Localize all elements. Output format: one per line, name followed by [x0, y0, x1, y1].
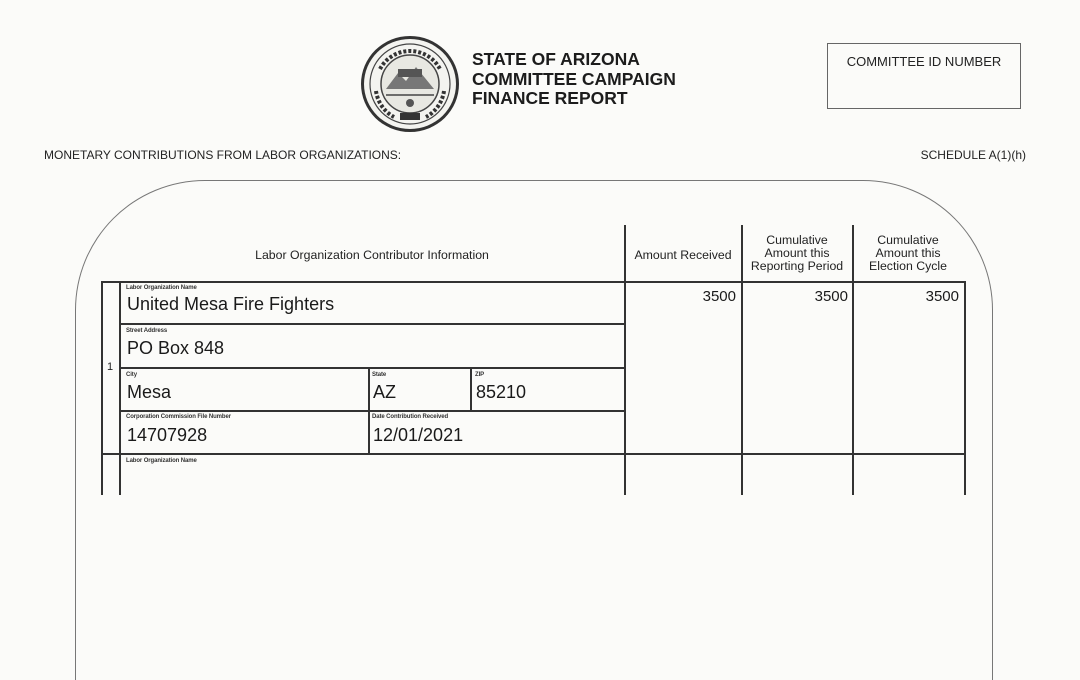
header-amount-received: Amount Received — [634, 248, 732, 262]
schedule-label: SCHEDULE A(1)(h) — [920, 148, 1026, 162]
title-line-1: STATE OF ARIZONA — [472, 49, 640, 69]
header-cumulative-period-line2: Amount this — [764, 246, 830, 260]
zip-value[interactable]: 85210 — [476, 382, 527, 402]
header-cumulative-period — [743, 234, 851, 273]
next-org-name-label: Labor Organization Name — [126, 458, 197, 464]
state-label: State — [372, 372, 387, 378]
report-title — [472, 50, 676, 109]
grid-line — [101, 281, 103, 495]
grid-line — [119, 281, 121, 495]
date-received-value[interactable]: 12/01/2021 — [373, 425, 464, 445]
state-value[interactable]: AZ — [373, 382, 397, 402]
header-cumulative-cycle — [854, 234, 962, 273]
zip-label: ZIP — [475, 372, 485, 378]
header-cumulative-period-line3: Reporting Period — [750, 259, 844, 273]
state-seal-logo — [361, 36, 459, 132]
title-line-2: COMMITTEE CAMPAIGN — [472, 68, 676, 89]
header-cumulative-cycle-line2: Amount this — [875, 246, 941, 260]
org-name-value[interactable]: United Mesa Fire Fighters — [127, 294, 335, 314]
grid-line — [119, 410, 625, 412]
entry-row-number: 1 — [107, 361, 114, 373]
cumulative-period-value[interactable]: 3500 — [814, 288, 848, 305]
grid-line — [101, 453, 966, 455]
committee-id-box[interactable] — [827, 43, 1021, 109]
corp-file-label: Corporation Commission File Number — [126, 414, 231, 420]
grid-line — [101, 281, 966, 283]
corp-file-value[interactable]: 14707928 — [127, 425, 208, 445]
grid-line — [119, 323, 625, 325]
header-cumulative-cycle-line3: Election Cycle — [869, 259, 947, 273]
grid-line — [964, 281, 966, 495]
street-label: Street Address — [126, 328, 168, 334]
city-value[interactable]: Mesa — [127, 382, 172, 402]
header-cumulative-cycle-line1: Cumulative — [877, 233, 939, 247]
grid-line — [624, 225, 626, 495]
amount-received-value[interactable]: 3500 — [702, 288, 736, 305]
committee-id-label: COMMITTEE ID NUMBER — [846, 54, 1002, 69]
street-value[interactable]: PO Box 848 — [127, 338, 225, 358]
header-contributor-info: Labor Organization Contributor Information — [255, 248, 489, 262]
title-line-3: FINANCE REPORT — [472, 88, 628, 108]
grid-line — [470, 367, 472, 410]
city-label: City — [126, 372, 137, 378]
grid-line — [119, 367, 625, 369]
section-title: MONETARY CONTRIBUTIONS FROM LABOR ORGANIZATIONS: — [44, 148, 402, 162]
date-received-label: Date Contribution Received — [372, 414, 449, 420]
cumulative-cycle-value[interactable]: 3500 — [925, 288, 959, 305]
header-cumulative-period-line1: Cumulative — [766, 233, 828, 247]
org-name-label: Labor Organization Name — [126, 285, 197, 291]
